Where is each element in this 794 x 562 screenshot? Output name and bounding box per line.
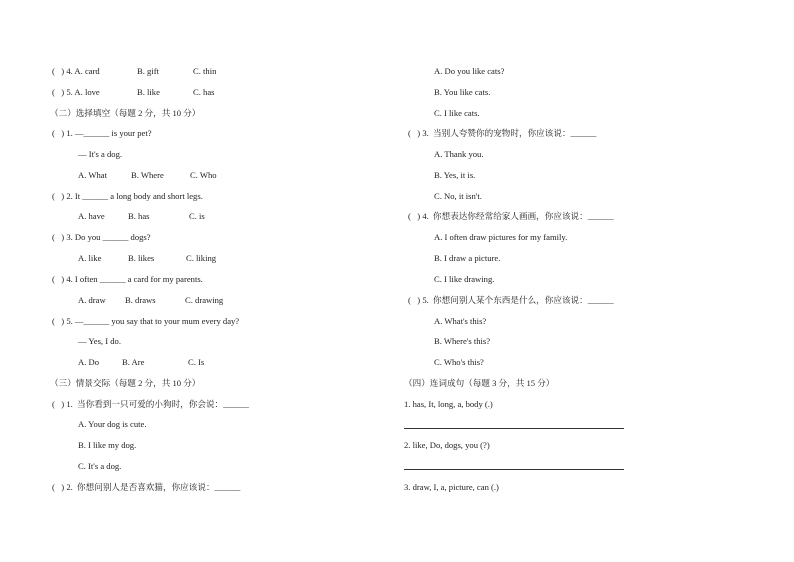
s4-q1-prompt: 1. has, It, long, a, body (.) [404, 399, 493, 409]
s2-q5-option-c: C. Is [188, 357, 205, 367]
section-2-heading: （二）选择填空（每题 2 分，共 10 分） [50, 108, 201, 118]
s2-q5-option-a: A. Do [78, 357, 100, 367]
s2-q2-option-c: C. is [189, 211, 205, 221]
section-4-heading: （四）连词成句（每题 3 分，共 15 分） [404, 378, 555, 388]
s3-q2-option-c: C. I like cats. [434, 108, 480, 118]
s2-q4-option-b: B. draws [125, 295, 156, 305]
s3-q2-option-b: B. You like cats. [434, 87, 491, 97]
s2-q2-option-b: B. has [128, 211, 150, 221]
s3-q1-stem: ( ) 1. 当你看到一只可爱的小狗时，你会说：______ [52, 399, 249, 409]
s2-q1-option-c: C. Who [190, 170, 217, 180]
s2-q1-option-b: B. Where [131, 170, 164, 180]
s3-q3-option-a: A. Thank you. [434, 149, 484, 159]
s2-q3-stem: ( ) 3. Do you ______ dogs? [52, 232, 151, 242]
q5-option-c: C. has [193, 87, 215, 97]
s3-q4-option-b: B. I draw a picture. [434, 253, 501, 263]
s2-q2-stem: ( ) 2. It ______ a long body and short legs. [52, 191, 203, 201]
s4-q3-prompt: 3. draw, I, a, picture, can (.) [404, 482, 499, 492]
s3-q5-option-a: A. What's this? [434, 316, 487, 326]
s4-q1-answer-line [404, 428, 624, 429]
s3-q1-option-c: C. It's a dog. [78, 461, 122, 471]
s3-q2-option-a: A. Do you like cats? [434, 66, 505, 76]
s3-q5-stem: ( ) 5. 你想问别人某个东西是什么，你应该说：______ [408, 295, 614, 305]
q5-option-b: B. like [137, 87, 160, 97]
s2-q5-stem: ( ) 5. —______ you say that to your mum every day? [52, 316, 240, 326]
s3-q3-option-b: B. Yes, it is. [434, 170, 476, 180]
s3-q3-stem: ( ) 3. 当别人夸赞你的宠物时，你应该说：______ [408, 128, 597, 138]
s4-q2-prompt: 2. like, Do, dogs, you (?) [404, 440, 490, 450]
s3-q5-option-b: B. Where's this? [434, 336, 491, 346]
s2-q4-option-a: A. draw [78, 295, 106, 305]
s3-q3-option-c: C. No, it isn't. [434, 191, 482, 201]
section-3-heading: （三）情景交际（每题 2 分，共 10 分） [50, 378, 201, 388]
s3-q1-option-a: A. Your dog is cute. [78, 419, 147, 429]
s2-q5-reply: — Yes, I do. [78, 336, 121, 346]
q4-stem: ( ) 4. A. card [52, 66, 100, 76]
q5-stem: ( ) 5. A. love [52, 87, 100, 97]
s2-q4-stem: ( ) 4. I often ______ a card for my parents. [52, 274, 203, 284]
s4-q2-answer-line [404, 469, 624, 470]
s3-q5-option-c: C. Who's this? [434, 357, 484, 367]
s2-q3-option-c: C. liking [186, 253, 217, 263]
s3-q2-stem: ( ) 2. 你想问别人是否喜欢猫，你应该说：______ [52, 482, 241, 492]
s3-q4-option-a: A. I often draw pictures for my family. [434, 232, 568, 242]
s3-q4-option-c: C. I like drawing. [434, 274, 495, 284]
s2-q1-stem: ( ) 1. —______ is your pet? [52, 128, 152, 138]
s3-q4-stem: ( ) 4. 你想表达你经常给家人画画，你应该说：______ [408, 211, 614, 221]
s2-q3-option-a: A. like [78, 253, 102, 263]
s2-q2-option-a: A. have [78, 211, 105, 221]
s2-q1-option-a: A. What [78, 170, 107, 180]
s2-q1-reply: — It's a dog. [78, 149, 123, 159]
q4-option-b: B. gift [137, 66, 159, 76]
s2-q4-option-c: C. drawing [185, 295, 224, 305]
s2-q5-option-b: B. Are [122, 357, 145, 367]
s2-q3-option-b: B. likes [128, 253, 155, 263]
s3-q1-option-b: B. I like my dog. [78, 440, 137, 450]
q4-option-c: C. thin [193, 66, 217, 76]
